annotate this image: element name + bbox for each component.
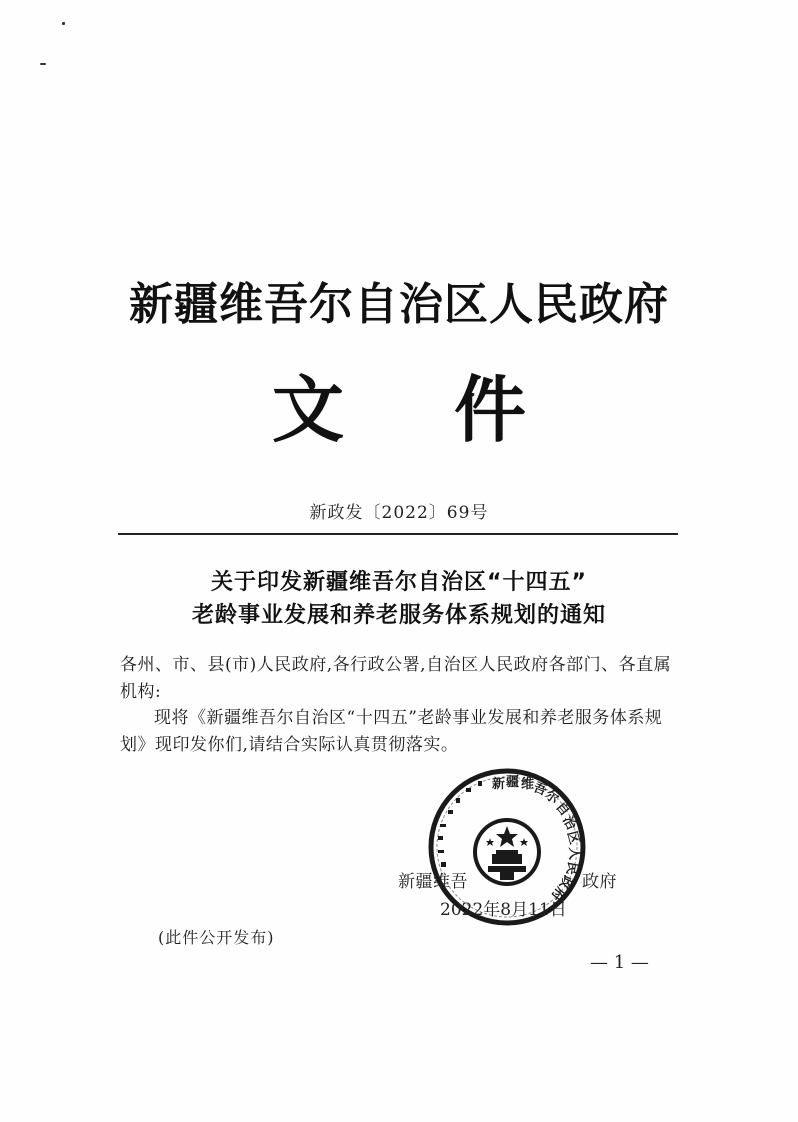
issuer-heading: 新疆维吾尔自治区人民政府 <box>129 279 669 330</box>
signature-issuer <box>398 867 617 892</box>
scan-speck <box>40 63 46 65</box>
svg-text:吾: 吾 <box>531 780 549 799</box>
header-divider <box>118 533 678 535</box>
signature-issuer-tail: 政府 <box>582 872 617 892</box>
svg-text:人: 人 <box>565 846 582 861</box>
signature-date: 2022年8月11日 <box>440 900 567 920</box>
notice-title-line-2: 老龄事业发展和养老服务体系规划的通知 <box>191 603 606 628</box>
svg-text:政: 政 <box>555 872 575 891</box>
svg-text:治: 治 <box>559 813 579 833</box>
scan-speck <box>62 22 65 25</box>
addressees: 各州、市、县(市)人民政府,各行政公署,自治区人民政府各部门、各直属机构: <box>120 655 672 702</box>
svg-text:疆: 疆 <box>506 775 520 790</box>
svg-text:自: 自 <box>552 799 573 820</box>
signature-issuer-head: 新疆维吾 <box>398 872 468 892</box>
publication-note: (此件公开发布) <box>158 928 275 947</box>
notice-title-line-1: 关于印发新疆维吾尔自治区“十四五” <box>211 570 587 595</box>
svg-text:维: 维 <box>521 777 535 792</box>
svg-text:民: 民 <box>562 860 580 876</box>
svg-text:府: 府 <box>547 883 568 904</box>
svg-text:新: 新 <box>492 777 506 792</box>
svg-text:尔: 尔 <box>541 787 562 808</box>
document-kind: 文件 <box>271 367 636 452</box>
document-number: 新政发〔2022〕69号 <box>309 503 489 523</box>
page-number: — 1 — <box>590 952 649 973</box>
body-paragraph: 现将《新疆维吾尔自治区“十四五”老龄事业发展和养老服务体系规划》现印发你们,请结合实际认真贯彻落实。 <box>120 708 663 755</box>
svg-text:区: 区 <box>563 829 582 847</box>
